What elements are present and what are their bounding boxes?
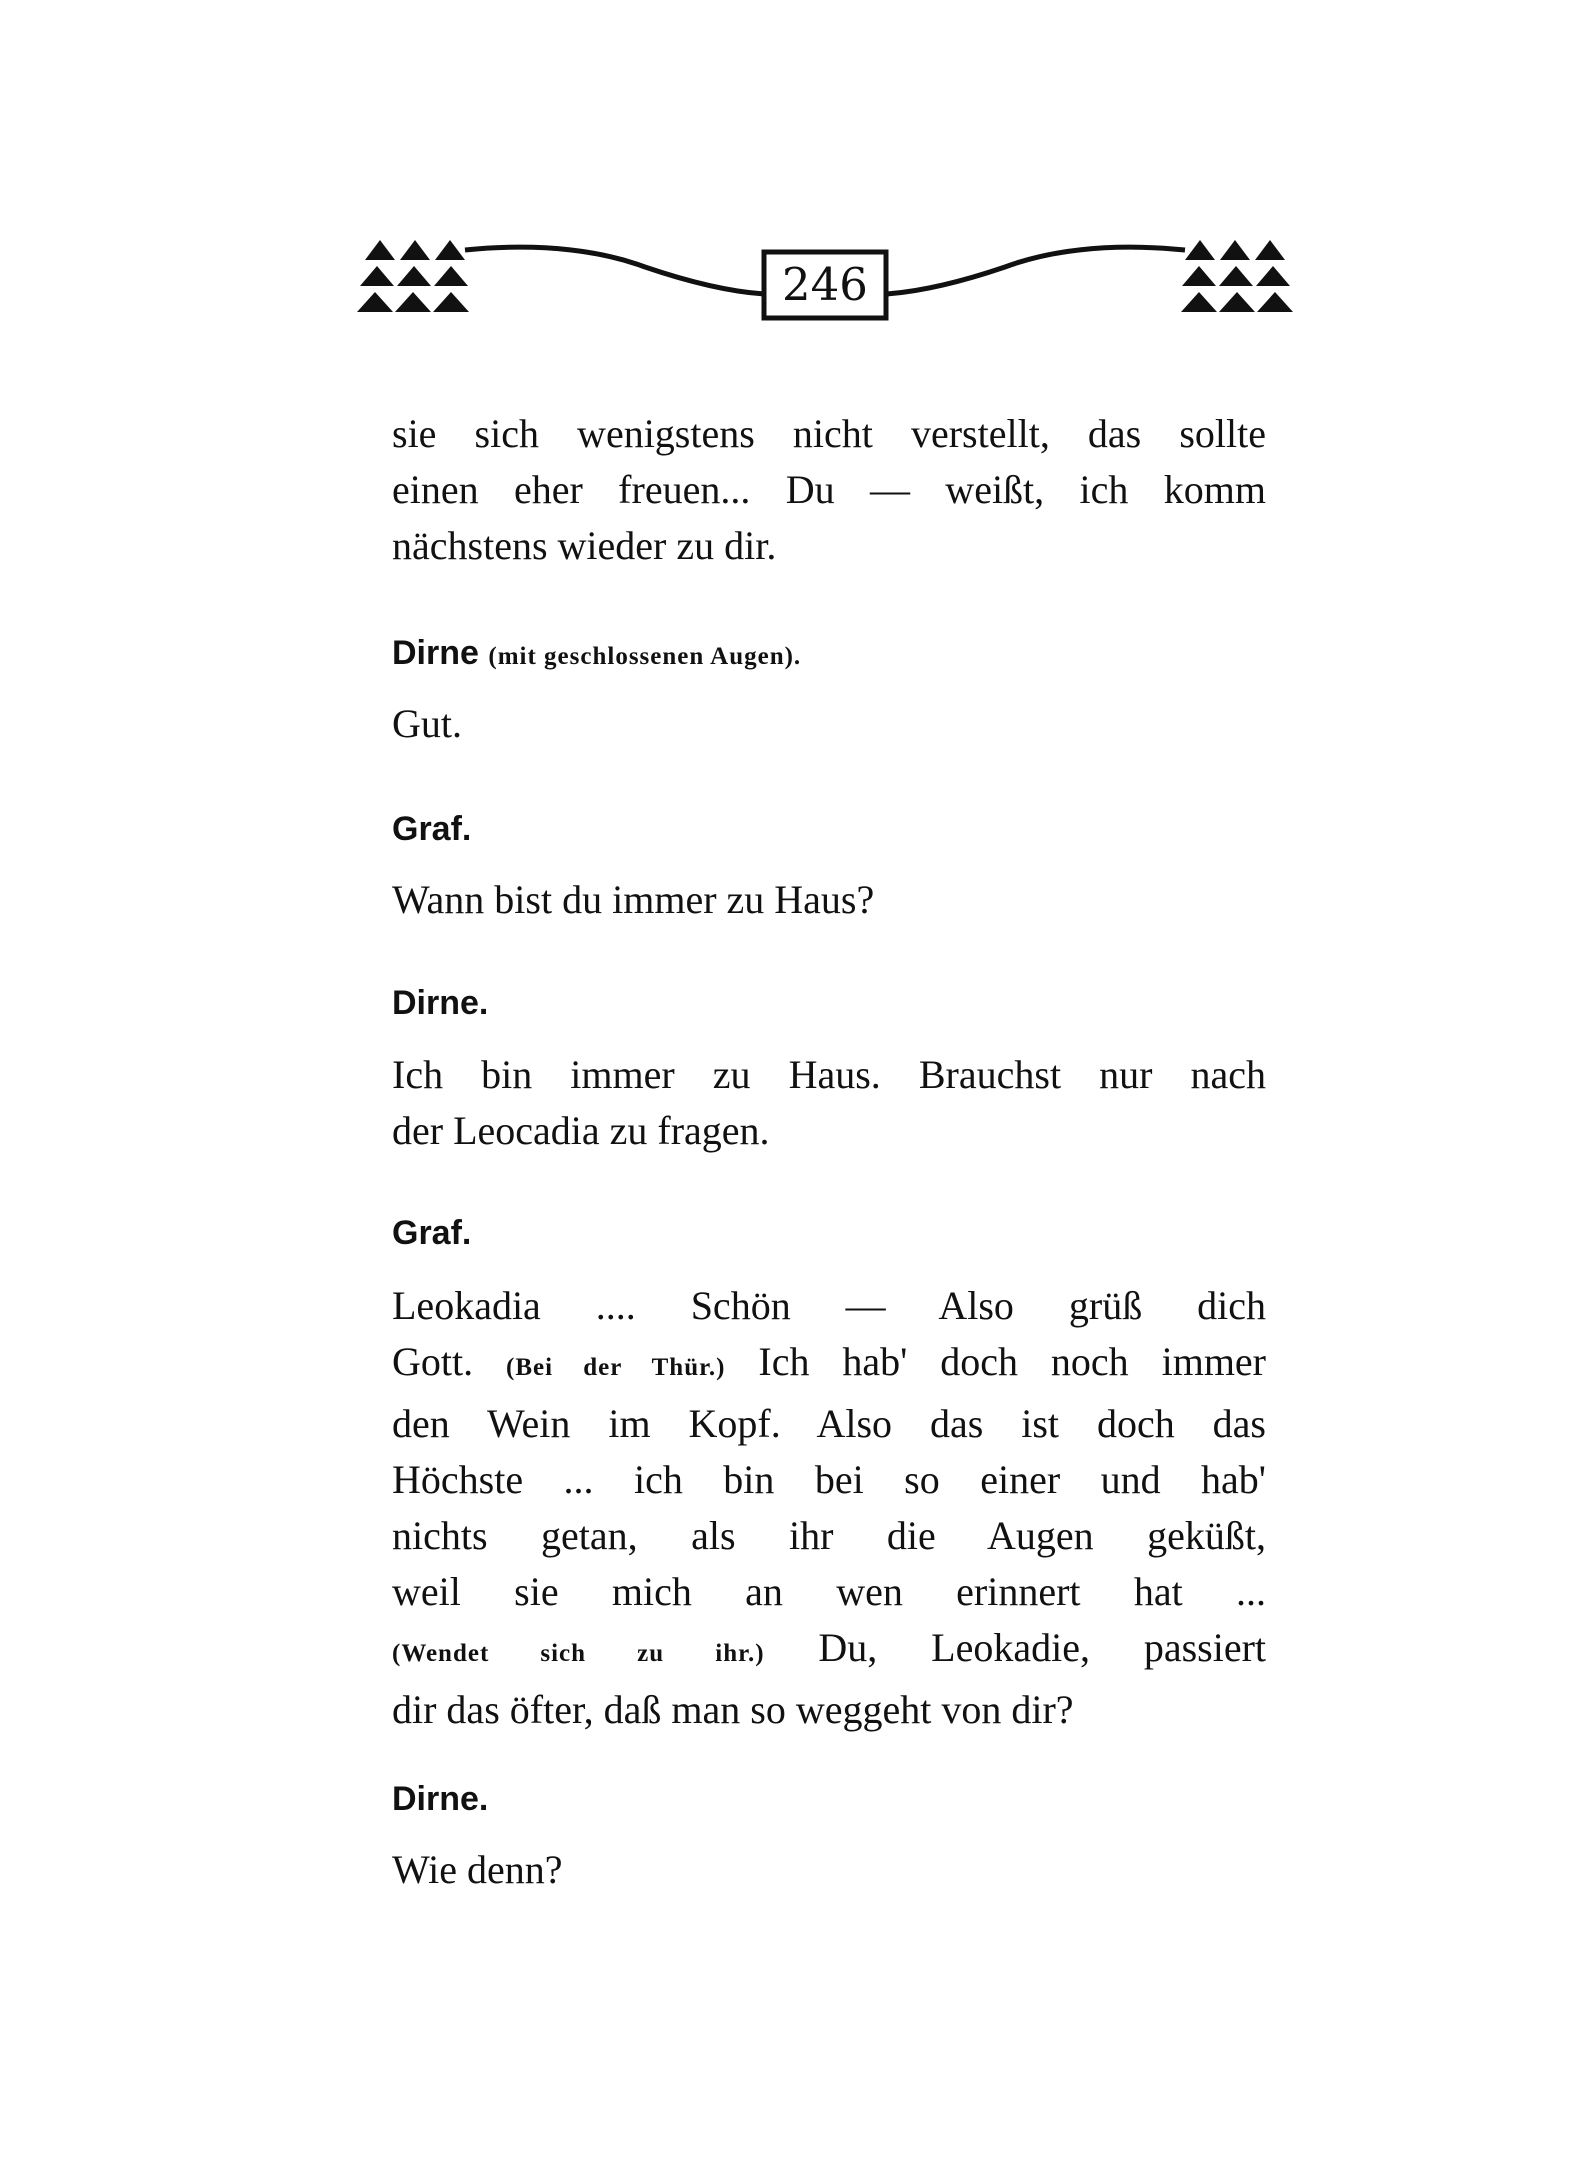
- text-fragment: Ich hab' doch noch immer: [758, 1339, 1267, 1384]
- speaker-label: Graf.: [392, 810, 472, 848]
- text-fragment: Du, Leokadie, passiert: [818, 1625, 1267, 1670]
- right-swoop-line: [886, 247, 1185, 294]
- speaker-label: Dirne.: [392, 1780, 489, 1818]
- speaker-label: Graf.: [392, 1214, 472, 1252]
- text-line: dir das öfter, daß man so weggeht von dir?: [392, 1687, 1074, 1732]
- left-triangle-ornament: [357, 240, 469, 312]
- speech-paragraph: [392, 1278, 1266, 1738]
- text-line: nächstens wieder zu dir.: [392, 523, 777, 568]
- stage-direction: (mit geschlossenen Augen).: [488, 643, 802, 670]
- speech-paragraph: [392, 1047, 1266, 1159]
- speech-line: Wie denn?: [392, 1847, 563, 1892]
- text-line: Höchste ... ich bin bei so einer und hab': [392, 1457, 1266, 1502]
- speaker-label: Dirne.: [392, 984, 489, 1022]
- text-line: Leokadia .... Schön — Also grüß dich: [392, 1283, 1266, 1328]
- text-line: sie sich wenigstens nicht verstellt, das sollte: [392, 411, 1266, 456]
- text-line: den Wein im Kopf. Also das ist doch das: [392, 1401, 1266, 1446]
- text-line: einen eher freuen... Du — weißt, ich komm: [392, 467, 1266, 512]
- stage-direction: (Wendet sich zu ihr.): [392, 1640, 765, 1667]
- text-fragment: Gott.: [392, 1339, 474, 1384]
- text-line: der Leocadia zu fragen.: [392, 1108, 770, 1153]
- text-line: weil sie mich an wen erinnert hat ...: [392, 1569, 1266, 1614]
- speaker-label: [392, 630, 801, 680]
- opening-paragraph: [392, 406, 1266, 574]
- text-line: [392, 1334, 1266, 1396]
- left-swoop-line: [465, 247, 764, 294]
- speech-line: Gut.: [392, 701, 462, 746]
- text-line: [392, 1620, 1266, 1682]
- page-header: [345, 232, 1305, 342]
- speaker-name: Dirne: [392, 634, 479, 672]
- page-number: 246: [782, 258, 868, 311]
- speech-line: Wann bist du immer zu Haus?: [392, 877, 875, 922]
- stage-direction: (Bei der Thür.): [506, 1354, 726, 1381]
- right-triangle-ornament: [1181, 240, 1293, 312]
- text-line: Ich bin immer zu Haus. Brauchst nur nach: [392, 1052, 1266, 1097]
- text-line: nichts getan, als ihr die Augen geküßt,: [392, 1513, 1266, 1558]
